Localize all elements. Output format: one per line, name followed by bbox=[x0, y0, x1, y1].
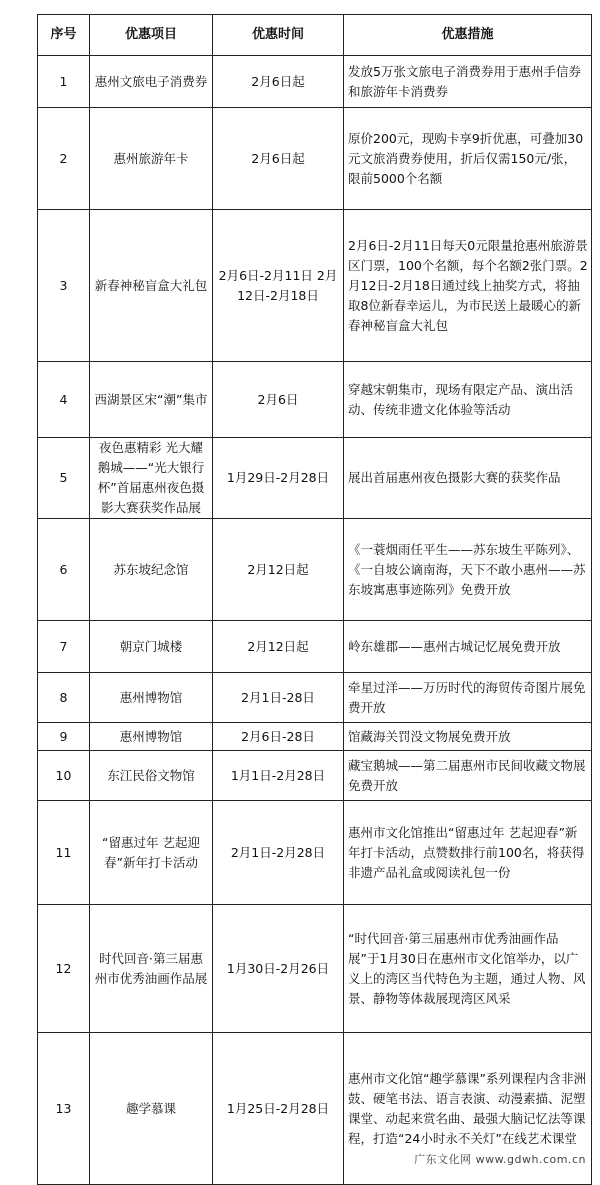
table-row bbox=[38, 362, 592, 438]
cell-no: 2 bbox=[38, 108, 90, 210]
cell-measure: 惠州市文化馆“趣学慕课”系列课程内含非洲鼓、硬笔书法、语言表演、动漫素描、泥塑课堂、动起来赏名曲、最强大脑记忆法等课程，打造“24小时永不关灯”在线艺术课堂 bbox=[344, 1033, 592, 1185]
table-row bbox=[38, 210, 592, 362]
cell-measure: 岭东雄郡——惠州古城记忆展免费开放 bbox=[344, 621, 592, 673]
cell-no: 10 bbox=[38, 751, 90, 801]
table-row bbox=[38, 438, 592, 519]
table-row bbox=[38, 673, 592, 723]
cell-measure: “时代回音·第三届惠州市优秀油画作品展”于1月30日在惠州市文化馆举办，以广义上的湾区当代特色为主题，通过人物、风景、静物等体裁展现湾区风采 bbox=[344, 905, 592, 1033]
header-time: 优惠时间 bbox=[213, 15, 344, 56]
cell-no: 11 bbox=[38, 801, 90, 905]
cell-time: 2月12日起 bbox=[213, 519, 344, 621]
cell-time: 2月1日-2月28日 bbox=[213, 801, 344, 905]
cell-item: 苏东坡纪念馆 bbox=[90, 519, 213, 621]
cell-time: 2月6日-2月11日 2月12日-2月18日 bbox=[213, 210, 344, 362]
cell-item: 惠州旅游年卡 bbox=[90, 108, 213, 210]
cell-measure: 原价200元，现购卡享9折优惠，可叠加30元文旅消费券使用，折后仅需150元/张，限前5000个名额 bbox=[344, 108, 592, 210]
cell-item: “留惠过年 艺起迎春”新年打卡活动 bbox=[90, 801, 213, 905]
cell-measure: 发放5万张文旅电子消费券用于惠州手信券和旅游年卡消费券 bbox=[344, 56, 592, 108]
cell-time: 1月29日-2月28日 bbox=[213, 438, 344, 519]
cell-time: 1月25日-2月28日 bbox=[213, 1033, 344, 1185]
cell-measure: 穿越宋朝集市，现场有限定产品、演出活动、传统非遗文化体验等活动 bbox=[344, 362, 592, 438]
cell-time: 2月6日起 bbox=[213, 56, 344, 108]
cell-measure: 馆藏海关罚没文物展免费开放 bbox=[344, 723, 592, 751]
cell-no: 3 bbox=[38, 210, 90, 362]
cell-item: 时代回音·第三届惠州市优秀油画作品展 bbox=[90, 905, 213, 1033]
cell-item: 趣学慕课 bbox=[90, 1033, 213, 1185]
table-row bbox=[38, 723, 592, 751]
cell-measure: 展出首届惠州夜色摄影大赛的获奖作品 bbox=[344, 438, 592, 519]
header-item: 优惠项目 bbox=[90, 15, 213, 56]
table-row bbox=[38, 56, 592, 108]
cell-no: 7 bbox=[38, 621, 90, 673]
cell-no: 13 bbox=[38, 1033, 90, 1185]
cell-time: 1月30日-2月26日 bbox=[213, 905, 344, 1033]
cell-item: 夜色惠精彩 光大耀鹅城——“光大银行杯”首届惠州夜色摄影大赛获奖作品展 bbox=[90, 438, 213, 519]
header-measure: 优惠措施 bbox=[344, 15, 592, 56]
cell-time: 1月1日-2月28日 bbox=[213, 751, 344, 801]
cell-time: 2月6日起 bbox=[213, 108, 344, 210]
table-row bbox=[38, 751, 592, 801]
cell-time: 2月6日-28日 bbox=[213, 723, 344, 751]
cell-time: 2月12日起 bbox=[213, 621, 344, 673]
table-row bbox=[38, 108, 592, 210]
table-header-row bbox=[38, 15, 592, 56]
cell-item: 惠州博物馆 bbox=[90, 723, 213, 751]
table-row bbox=[38, 621, 592, 673]
cell-measure: 《一蓑烟雨任平生——苏东坡生平陈列》、《一自坡公谪南海，天下不敢小惠州——苏东坡寓惠事迹陈列》免费开放 bbox=[344, 519, 592, 621]
cell-no: 4 bbox=[38, 362, 90, 438]
cell-item: 朝京门城楼 bbox=[90, 621, 213, 673]
cell-item: 惠州博物馆 bbox=[90, 673, 213, 723]
table-row bbox=[38, 905, 592, 1033]
cell-no: 1 bbox=[38, 56, 90, 108]
table-row bbox=[38, 801, 592, 905]
site-watermark: 广东文化网 www.gdwh.com.cn bbox=[414, 1153, 586, 1166]
cell-no: 5 bbox=[38, 438, 90, 519]
discount-table bbox=[37, 14, 592, 1185]
cell-item: 惠州文旅电子消费券 bbox=[90, 56, 213, 108]
cell-measure: 藏宝鹅城——第二届惠州市民间收藏文物展免费开放 bbox=[344, 751, 592, 801]
cell-time: 2月1日-28日 bbox=[213, 673, 344, 723]
cell-no: 6 bbox=[38, 519, 90, 621]
cell-no: 12 bbox=[38, 905, 90, 1033]
header-no: 序号 bbox=[38, 15, 90, 56]
cell-time: 2月6日 bbox=[213, 362, 344, 438]
cell-item: 新春神秘盲盒大礼包 bbox=[90, 210, 213, 362]
cell-measure: 惠州市文化馆推出“留惠过年 艺起迎春”新年打卡活动，点赞数排行前100名，将获得非遗产品礼盒或阅读礼包一份 bbox=[344, 801, 592, 905]
cell-item: 东江民俗文物馆 bbox=[90, 751, 213, 801]
cell-no: 8 bbox=[38, 673, 90, 723]
cell-item: 西湖景区宋“潮”集市 bbox=[90, 362, 213, 438]
cell-measure: 牵星过洋——万历时代的海贸传奇图片展免费开放 bbox=[344, 673, 592, 723]
table-row bbox=[38, 519, 592, 621]
cell-measure: 2月6日-2月11日每天0元限量抢惠州旅游景区门票，100个名额，每个名额2张门票。2月12日-2月18日通过线上抽奖方式，将抽取8位新春幸运儿，为市民送上最暖心的新春神秘盲盒大礼包 bbox=[344, 210, 592, 362]
cell-no: 9 bbox=[38, 723, 90, 751]
